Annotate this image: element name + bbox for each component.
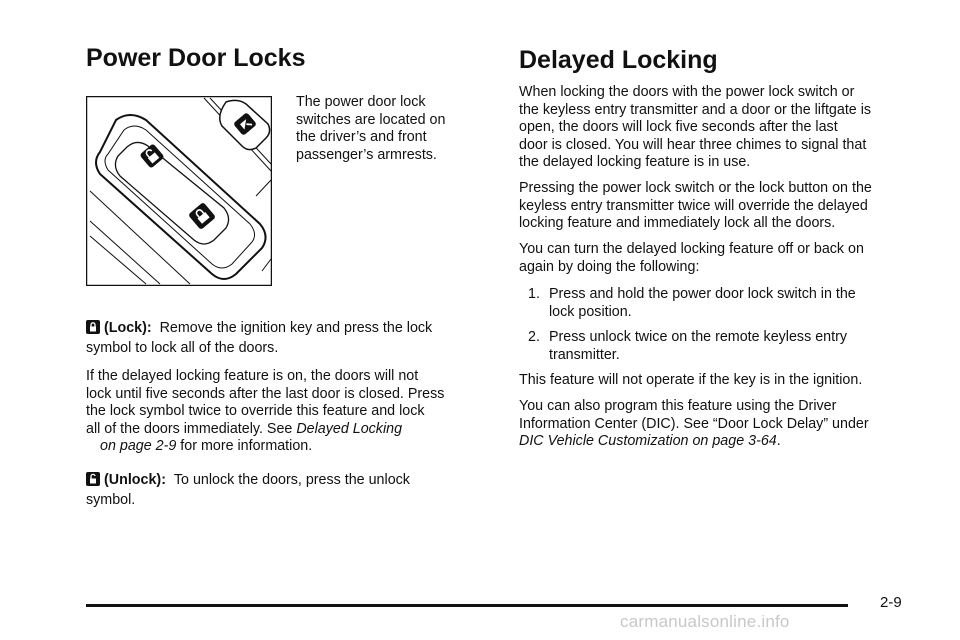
ignition-note: This feature will not operate if the key is in the ignition. [519,372,863,388]
steps-list [519,286,939,372]
dic-customization-link[interactable]: DIC Vehicle Customization on page 3-64 [519,433,777,450]
door-lock-switch-illustration [86,96,272,286]
page-number: 2-9 [880,594,902,611]
lock-label: (Lock): [104,320,152,336]
unlock-description: (Unlock): To unlock the doors, press the unlock symbol. [86,472,410,508]
delayed-locking-paragraph-1: When locking the doors with the power lock switch or the keyless entry transmitter and a door or the liftgate is open, the doors will lock five seconds after the last door is closed. You will hear three chimes to signal that the delayed locking feature is in use. [519,84,872,171]
unlock-icon [86,472,100,492]
section-heading-power-door-locks: Power Door Locks [86,44,306,72]
program-feature-note: You can also program this feature using the Driver Information Center (DIC). See “Door Lock Delay” under DIC Vehicle Customization on page 3-64. [519,398,869,450]
lock-description: (Lock): Remove the ignition key and press the lock symbol to lock all of the doors. [86,320,433,356]
list-item: 2. Press unlock twice on the remote keyless entry transmitter. [528,329,847,363]
delayed-locking-paragraph-2: Pressing the power lock switch or the lock button on the keyless entry transmitter twice will override the delayed locking feature and immediately lock all the doors. [519,180,872,232]
unlock-label: (Unlock): [104,472,166,488]
section-heading-delayed-locking: Delayed Locking [519,46,718,74]
footer-rule [86,604,848,607]
delayed-locking-page-ref[interactable]: on page 2-9 [100,438,177,455]
delayed-locking-paragraph-3: You can turn the delayed locking feature off or back on again by doing the following: [519,241,864,275]
intro-text: The power door lock switches are located on the driver’s and front passenger’s armrests. [296,94,446,163]
list-item: 1. Press and hold the power door lock switch in the lock position. [528,286,856,320]
delayed-locking-link[interactable]: Delayed Locking [296,420,403,437]
watermark: carmanualsonline.info [620,612,790,631]
lock-icon [86,320,100,340]
delayed-locking-note: If the delayed locking feature is on, the doors will not lock until five seconds after the last door is closed. Press the lock symbol twice to override this feature and lock all of the doors immediately. See Delayed Locking on page 2-9 for more information. [86,368,445,455]
